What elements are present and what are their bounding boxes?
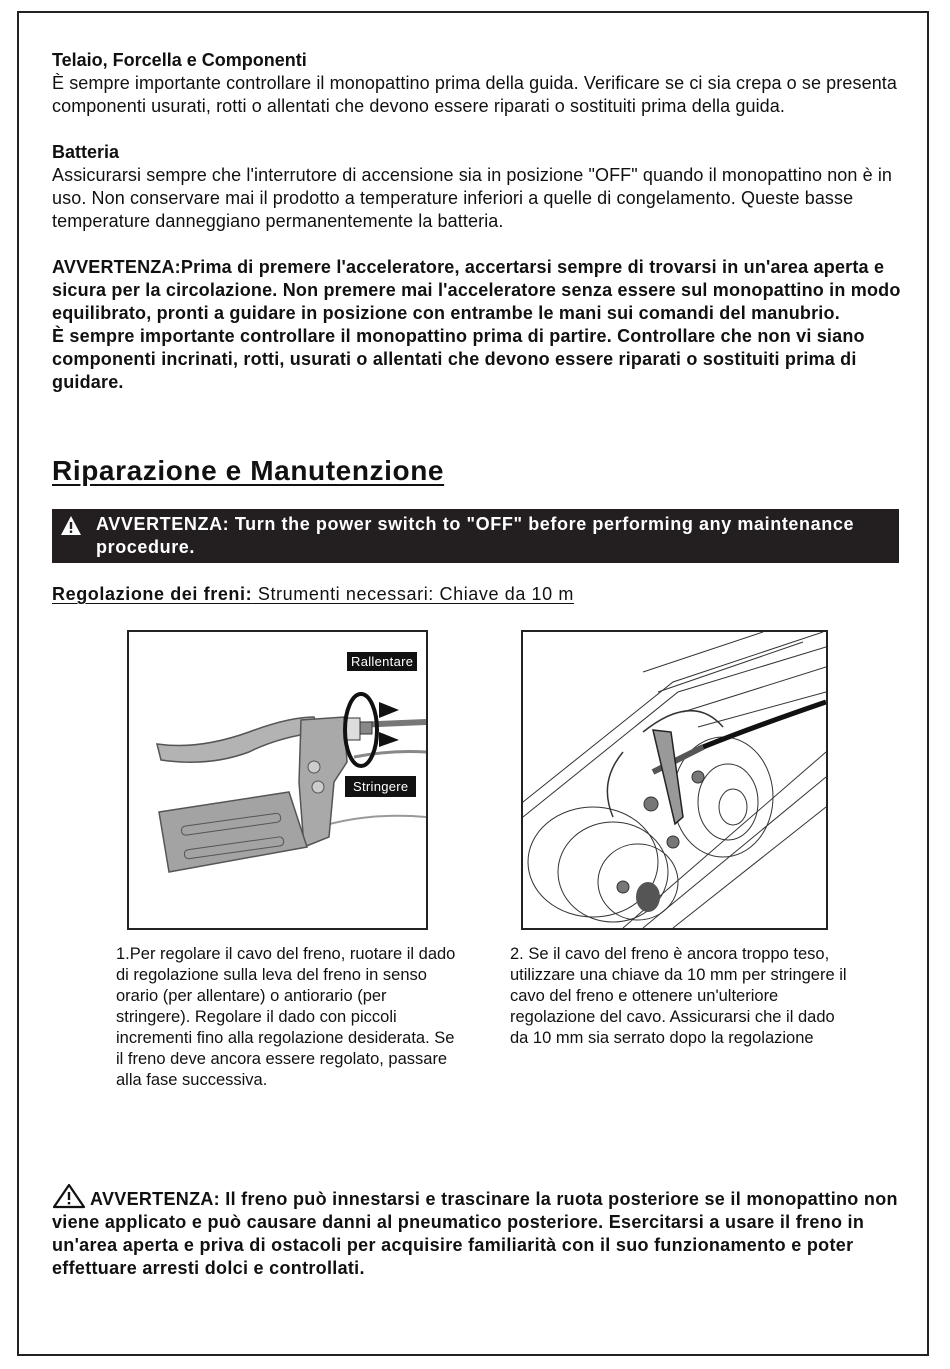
- warning-bar-text: AVVERTENZA: Turn the power switch to "OFF" before performing any maintenance procedure.: [96, 514, 855, 557]
- section-throttle-warning: [52, 256, 902, 394]
- loosen-label: Rallentare: [347, 652, 417, 671]
- section-body: Assicurarsi sempre che l'interrutore di accensione sia in posizione "OFF" quando il monopattino non è in uso. Non conservare mai il prodotto a temperature inferiori a quelle di congelamento. Queste basse temperature danneggiano permanentemente la batteria.: [52, 165, 893, 231]
- section-heading: Batteria: [52, 142, 120, 162]
- brake-drag-warning-text: AVVERTENZA: Il freno può innestarsi e trascinare la ruota posteriore se il monopattino non viene applicato e può causare danni al pneumatico posteriore. Esercitarsi a usare il freno in un'area aperta e priva di ostacoli per acquisire familiarità con il suo funzionamento e poter effettuare arresti dolci e controllati.: [52, 1189, 898, 1278]
- step-1-caption: 1.Per regolare il cavo del freno, ruotare il dado di regolazione sulla leva del freno in senso orario (per allentare) o antiorario (per stringere). Regolare il dado con piccoli incrementi fino alla regolazione desiderata. Se il freno deve ancora essere regolato, passare alla fase successiva.: [116, 945, 456, 1089]
- maintenance-warning-bar: [52, 509, 899, 563]
- repair-section-title: Riparazione e Manutenzione: [52, 455, 445, 486]
- wrench-adjustment-illustration: [521, 630, 828, 930]
- tighten-label: Stringere: [345, 776, 416, 797]
- warning-triangle-outline-icon: [52, 1183, 86, 1209]
- page-content: [52, 49, 902, 394]
- warning-text: AVVERTENZA:Prima di premere l'acceleratore, accertarsi sempre di trovarsi in un'area aperta e sicura per la circolazione. Non premere mai l'acceleratore senza essere sul monopattino in modo equilibrato, pronti a guidare in posizione con entrambe le mani sui comandi del manubrio.: [52, 257, 901, 323]
- warning-text: È sempre importante controllare il monopattino prima di partire. Controllare che non vi siano componenti incrinati, rotti, usurati o allentati che devono essere riparati o sostituiti prima di guidare.: [52, 326, 865, 392]
- warning-triangle-icon: [60, 515, 82, 537]
- wheel-hub-drawing: [523, 632, 826, 928]
- subhead-label: Regolazione dei freni:: [52, 584, 253, 604]
- subhead-tools: Strumenti necessari: Chiave da 10 m: [252, 584, 574, 604]
- brake-drag-warning: [52, 1183, 912, 1280]
- section-heading: Telaio, Forcella e Componenti: [52, 50, 307, 70]
- section-frame-components: [52, 49, 902, 118]
- step-2-caption: 2. Se il cavo del freno è ancora troppo teso, utilizzare una chiave da 10 mm per stringere il cavo del freno e ottenere un'ulteriore regolazione del cavo. Assicurarsi che il dado da 10 mm sia serrato dopo la regolazione: [510, 945, 847, 1047]
- brake-lever-illustration: [127, 630, 428, 930]
- section-body: È sempre importante controllare il monopattino prima della guida. Verificare se ci sia crepa o se presenta componenti usurati, rotti o allentati che devono essere riparati o sostituiti prima della guida.: [52, 73, 898, 116]
- section-battery: [52, 141, 902, 233]
- brake-adjustment-subhead: [52, 584, 574, 605]
